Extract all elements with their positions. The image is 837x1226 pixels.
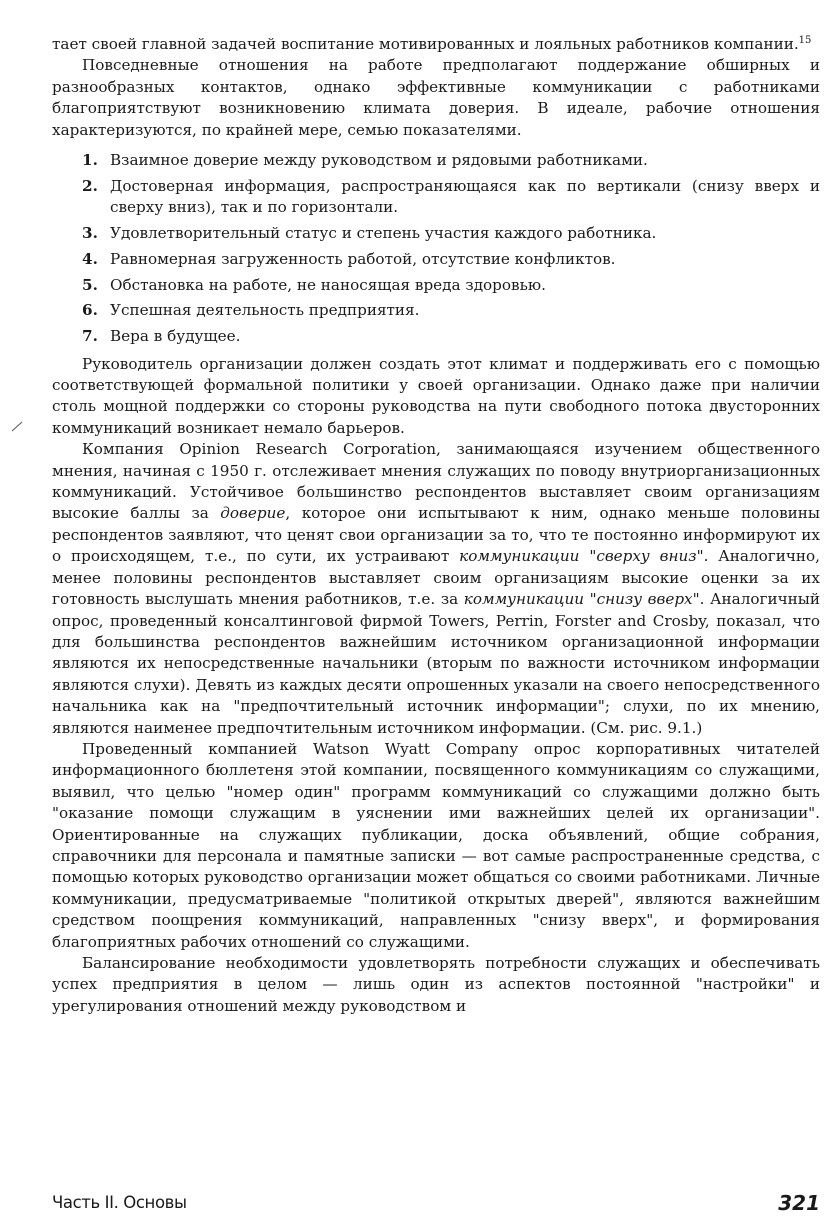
list-number: 6. xyxy=(82,301,98,320)
paragraph-work-relations: Повседневные отношения на работе предполагают поддержание обширных и разнообразных контактов, однако эффективные коммуникации с работниками благоприятствуют возникновению климата доверия. В идеале, рабочие отношения характеризуются, по крайней мере, семью показателями. xyxy=(52,56,820,139)
pen-mark-icon xyxy=(10,419,24,433)
list-item xyxy=(52,249,820,270)
list-text: Взаимное доверие между руководством и рядовыми работниками. xyxy=(110,151,648,170)
page-number: 321 xyxy=(778,1191,820,1215)
list-item xyxy=(52,275,820,296)
list-number: 3. xyxy=(82,224,98,243)
list-item xyxy=(52,176,820,219)
indicators-list xyxy=(52,150,820,348)
emphasis-trust: доверие xyxy=(220,504,286,523)
paragraph-balancing: Балансирование необходимости удовлетворять потребности служащих и обеспечивать успех предприятия в целом — лишь один из аспектов постоянной "настройки" и урегулирования отношений между руководством и xyxy=(52,954,820,1015)
paragraph-manager-climate: Руководитель организации должен создать этот климат и поддерживать его с помощью соответствующей формальной политики у своей организации. Однако даже при наличии столь мощной поддержки со стороны руководства на пути свободного потока двусторонних коммуникаций возникает немало барьеров. xyxy=(52,354,820,437)
paragraph-text: . Аналогичный опрос, проведенный консалтинговой фирмой Towers, Perrin, Forster and Crosby, показал, что для большинства респондентов важнейшим источником организационной информации являются их непосредственные начальники (вторым по важности источником информации являются слухи). Девять из каждых десяти опрошенных указали на своего непосредственного начальника как на "предпочтительный источник информации"; слухи, по их мнению, являются наименее предпочтительным источником информации. (См. рис. 9.1.) xyxy=(52,590,820,737)
paragraph-watson-wyatt: Проведенный компанией Watson Wyatt Company опрос корпоративных читателей информационного бюллетеня этой компании, посвященного коммуникациям со служащими, выявил, что целью "номер один" программ коммуникаций со служащими должно быть "оказание помощи служащим в уяснении ими важнейших целей их организации". Ориентированные на служащих публикации, доска объявлений, общие собрания, справочники для персонала и памятные записки — вот самые распространенные средства, с помощью которых руководство организации может общаться со своими работниками. Личные коммуникации, предусматриваемые "политикой открытых дверей", являются важнейшим средством поощрения коммуникаций, направленных "снизу вверх", и формирования благоприятных рабочих отношений со служащими. xyxy=(52,739,820,951)
paragraph-text: , которое они испытывают к ним, однако меньше половины респондентов заявляют, что ценят свои организации за то, что те постоянно информируют их о происходящем, т.е., по сути, их устраивают xyxy=(52,504,821,566)
page-footer xyxy=(52,1193,820,1219)
list-text: Успешная деятельность предприятия. xyxy=(110,301,420,320)
list-item xyxy=(52,300,820,321)
list-text: Удовлетворительный статус и степень участия каждого работника. xyxy=(110,224,657,243)
emphasis-bottom-up: коммуникации "снизу вверх" xyxy=(463,590,700,609)
list-item xyxy=(52,326,820,347)
list-number: 4. xyxy=(82,249,98,268)
list-number: 7. xyxy=(82,327,98,346)
list-text: Достоверная информация, распространяющаяся как по вертикали (снизу вверх и сверху вниз), так и по горизонтали. xyxy=(110,176,820,217)
paragraph-text: Компания Opinion Research Corporation, занимающаяся изучением общественного мнения, начиная с 1950 г. отслеживает мнения служащих по поводу внутриорганизационных коммуникаций. Устойчивое большинство респондентов выставляет своим организациям высокие баллы за xyxy=(52,440,820,523)
list-item xyxy=(52,150,820,171)
paragraph-text: тает своей главной задачей воспитание мотивированных и лояльных работников компании. xyxy=(52,35,799,53)
list-text: Равномерная загруженность работой, отсутствие конфликтов. xyxy=(110,249,616,268)
paragraph-text: . Аналогично, менее половины респондентов выставляет своим организациям высокие оценки за их готовность выслушать мнения работников, т.е. за xyxy=(52,547,820,609)
list-number: 5. xyxy=(82,275,98,294)
emphasis-top-down: коммуникации "сверху вниз" xyxy=(459,547,704,566)
list-number: 2. xyxy=(82,176,98,195)
paragraph-opinion-research xyxy=(52,439,820,739)
paragraph-continued xyxy=(52,34,820,55)
footnote-marker: 15 xyxy=(798,34,812,46)
list-item xyxy=(52,223,820,244)
list-text: Вера в будущее. xyxy=(110,327,241,346)
list-number: 1. xyxy=(82,151,98,170)
page-body xyxy=(52,34,820,1017)
footer-section-title: Часть II. Основы xyxy=(52,1193,187,1212)
list-text: Обстановка на работе, не наносящая вреда здоровью. xyxy=(110,275,546,294)
